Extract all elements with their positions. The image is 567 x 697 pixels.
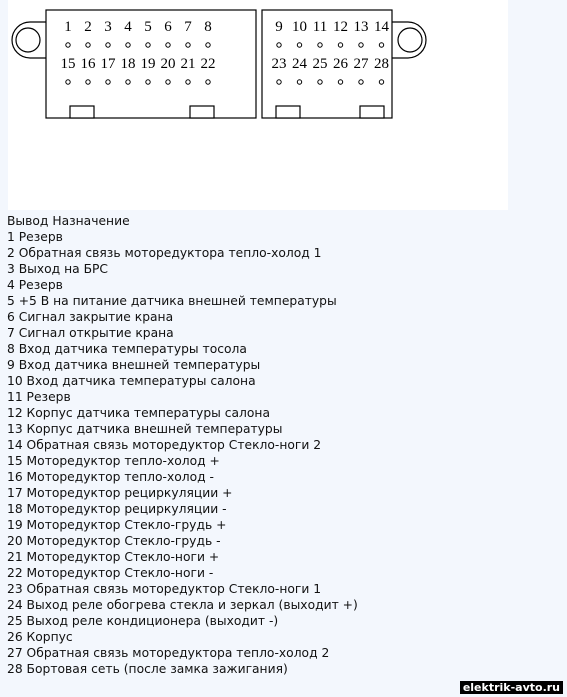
pin-number-label: 6 [164, 19, 172, 35]
pin-assignment-table [7, 213, 557, 677]
pin-number-label: 24 [292, 56, 307, 72]
pin-number-label: 14 [374, 19, 389, 35]
pin-number-label: 11 [312, 19, 328, 35]
right-mounting-ear [392, 22, 426, 58]
left-mounting-ear [12, 22, 46, 58]
pin-number-label: 20 [160, 56, 176, 72]
connector-diagram [8, 0, 508, 210]
table-row: 2 Обратная связь моторедуктора тепло-холод 1 [7, 246, 322, 260]
pin-number-label: 8 [204, 19, 212, 35]
pin-number-label: 22 [200, 56, 216, 72]
table-row: 3 Выход на БРС [7, 262, 109, 276]
table-row: 15 Моторедуктор тепло-холод + [7, 454, 220, 468]
table-header: Вывод Назначение [7, 214, 130, 228]
pin-number-label: 28 [374, 56, 389, 72]
table-row: 6 Сигнал закрытие крана [7, 310, 174, 324]
table-row: 25 Выход реле кондиционера (выходит -) [7, 614, 279, 628]
right-latch-tab [276, 106, 300, 118]
table-row: 10 Вход датчика температуры салона [7, 374, 256, 388]
pin-number-label: 18 [120, 56, 136, 72]
table-row: 19 Моторедуктор Стекло-грудь + [7, 518, 227, 532]
pin-number-label: 26 [333, 56, 348, 72]
table-row: 27 Обратная связь моторедуктора тепло-холод 2 [7, 646, 330, 660]
table-row: 23 Обратная связь моторедуктор Стекло-ноги 1 [7, 582, 322, 596]
right-mounting-hole [398, 28, 422, 52]
pin-number-label: 5 [144, 19, 152, 35]
table-row: 13 Корпус датчика внешней температуры [7, 422, 283, 436]
table-row: 8 Вход датчика температуры тосола [7, 342, 247, 356]
table-row: 18 Моторедуктор рециркуляции - [7, 502, 227, 516]
table-row: 14 Обратная связь моторедуктор Стекло-ноги 2 [7, 438, 322, 452]
table-row: 4 Резерв [7, 278, 63, 292]
table-row: 7 Сигнал открытие крана [7, 326, 174, 340]
table-row: 24 Выход реле обогрева стекла и зеркал (выходит +) [7, 598, 358, 612]
table-row: 9 Вход датчика внешней температуры [7, 358, 261, 372]
table-row: 17 Моторедуктор рециркуляции + [7, 486, 233, 500]
right-latch-tab [360, 106, 384, 118]
pin-number-label: 3 [104, 19, 112, 35]
table-row: 28 Бортовая сеть (после замка зажигания) [7, 662, 288, 676]
pin-number-label: 25 [312, 56, 328, 72]
pin-number-label: 10 [292, 19, 307, 35]
pin-number-label: 23 [271, 56, 287, 72]
pin-number-label: 7 [184, 19, 192, 35]
pin-number-label: 9 [275, 19, 283, 35]
left-latch-tab [70, 106, 94, 118]
pin-number-label: 1 [64, 19, 72, 35]
pin-number-label: 19 [140, 56, 156, 72]
pin-number-label: 13 [353, 19, 369, 35]
table-row: 21 Моторедуктор Стекло-ноги + [7, 550, 220, 564]
connector-diagram-panel [8, 0, 508, 210]
table-row: 20 Моторедуктор Стекло-грудь - [7, 534, 221, 548]
table-row: 12 Корпус датчика температуры салона [7, 406, 271, 420]
table-row: 1 Резерв [7, 230, 63, 244]
table-row: 11 Резерв [7, 390, 71, 404]
pin-number-label: 15 [60, 56, 76, 72]
left-mounting-hole [16, 28, 40, 52]
table-row: 22 Моторедуктор Стекло-ноги - [7, 566, 214, 580]
left-latch-tab [190, 106, 214, 118]
pin-number-label: 16 [80, 56, 96, 72]
pin-number-label: 27 [353, 56, 369, 72]
pin-number-label: 12 [333, 19, 348, 35]
table-row: 26 Корпус [7, 630, 73, 644]
pin-number-label: 21 [180, 56, 196, 72]
table-row: 16 Моторедуктор тепло-холод - [7, 470, 214, 484]
pin-number-label: 2 [84, 19, 92, 35]
site-watermark: elektrik-avto.ru [460, 681, 563, 694]
pin-number-label: 4 [124, 19, 132, 35]
table-row: 5 +5 В на питание датчика внешней температуры [7, 294, 337, 308]
pin-number-label: 17 [100, 56, 116, 72]
